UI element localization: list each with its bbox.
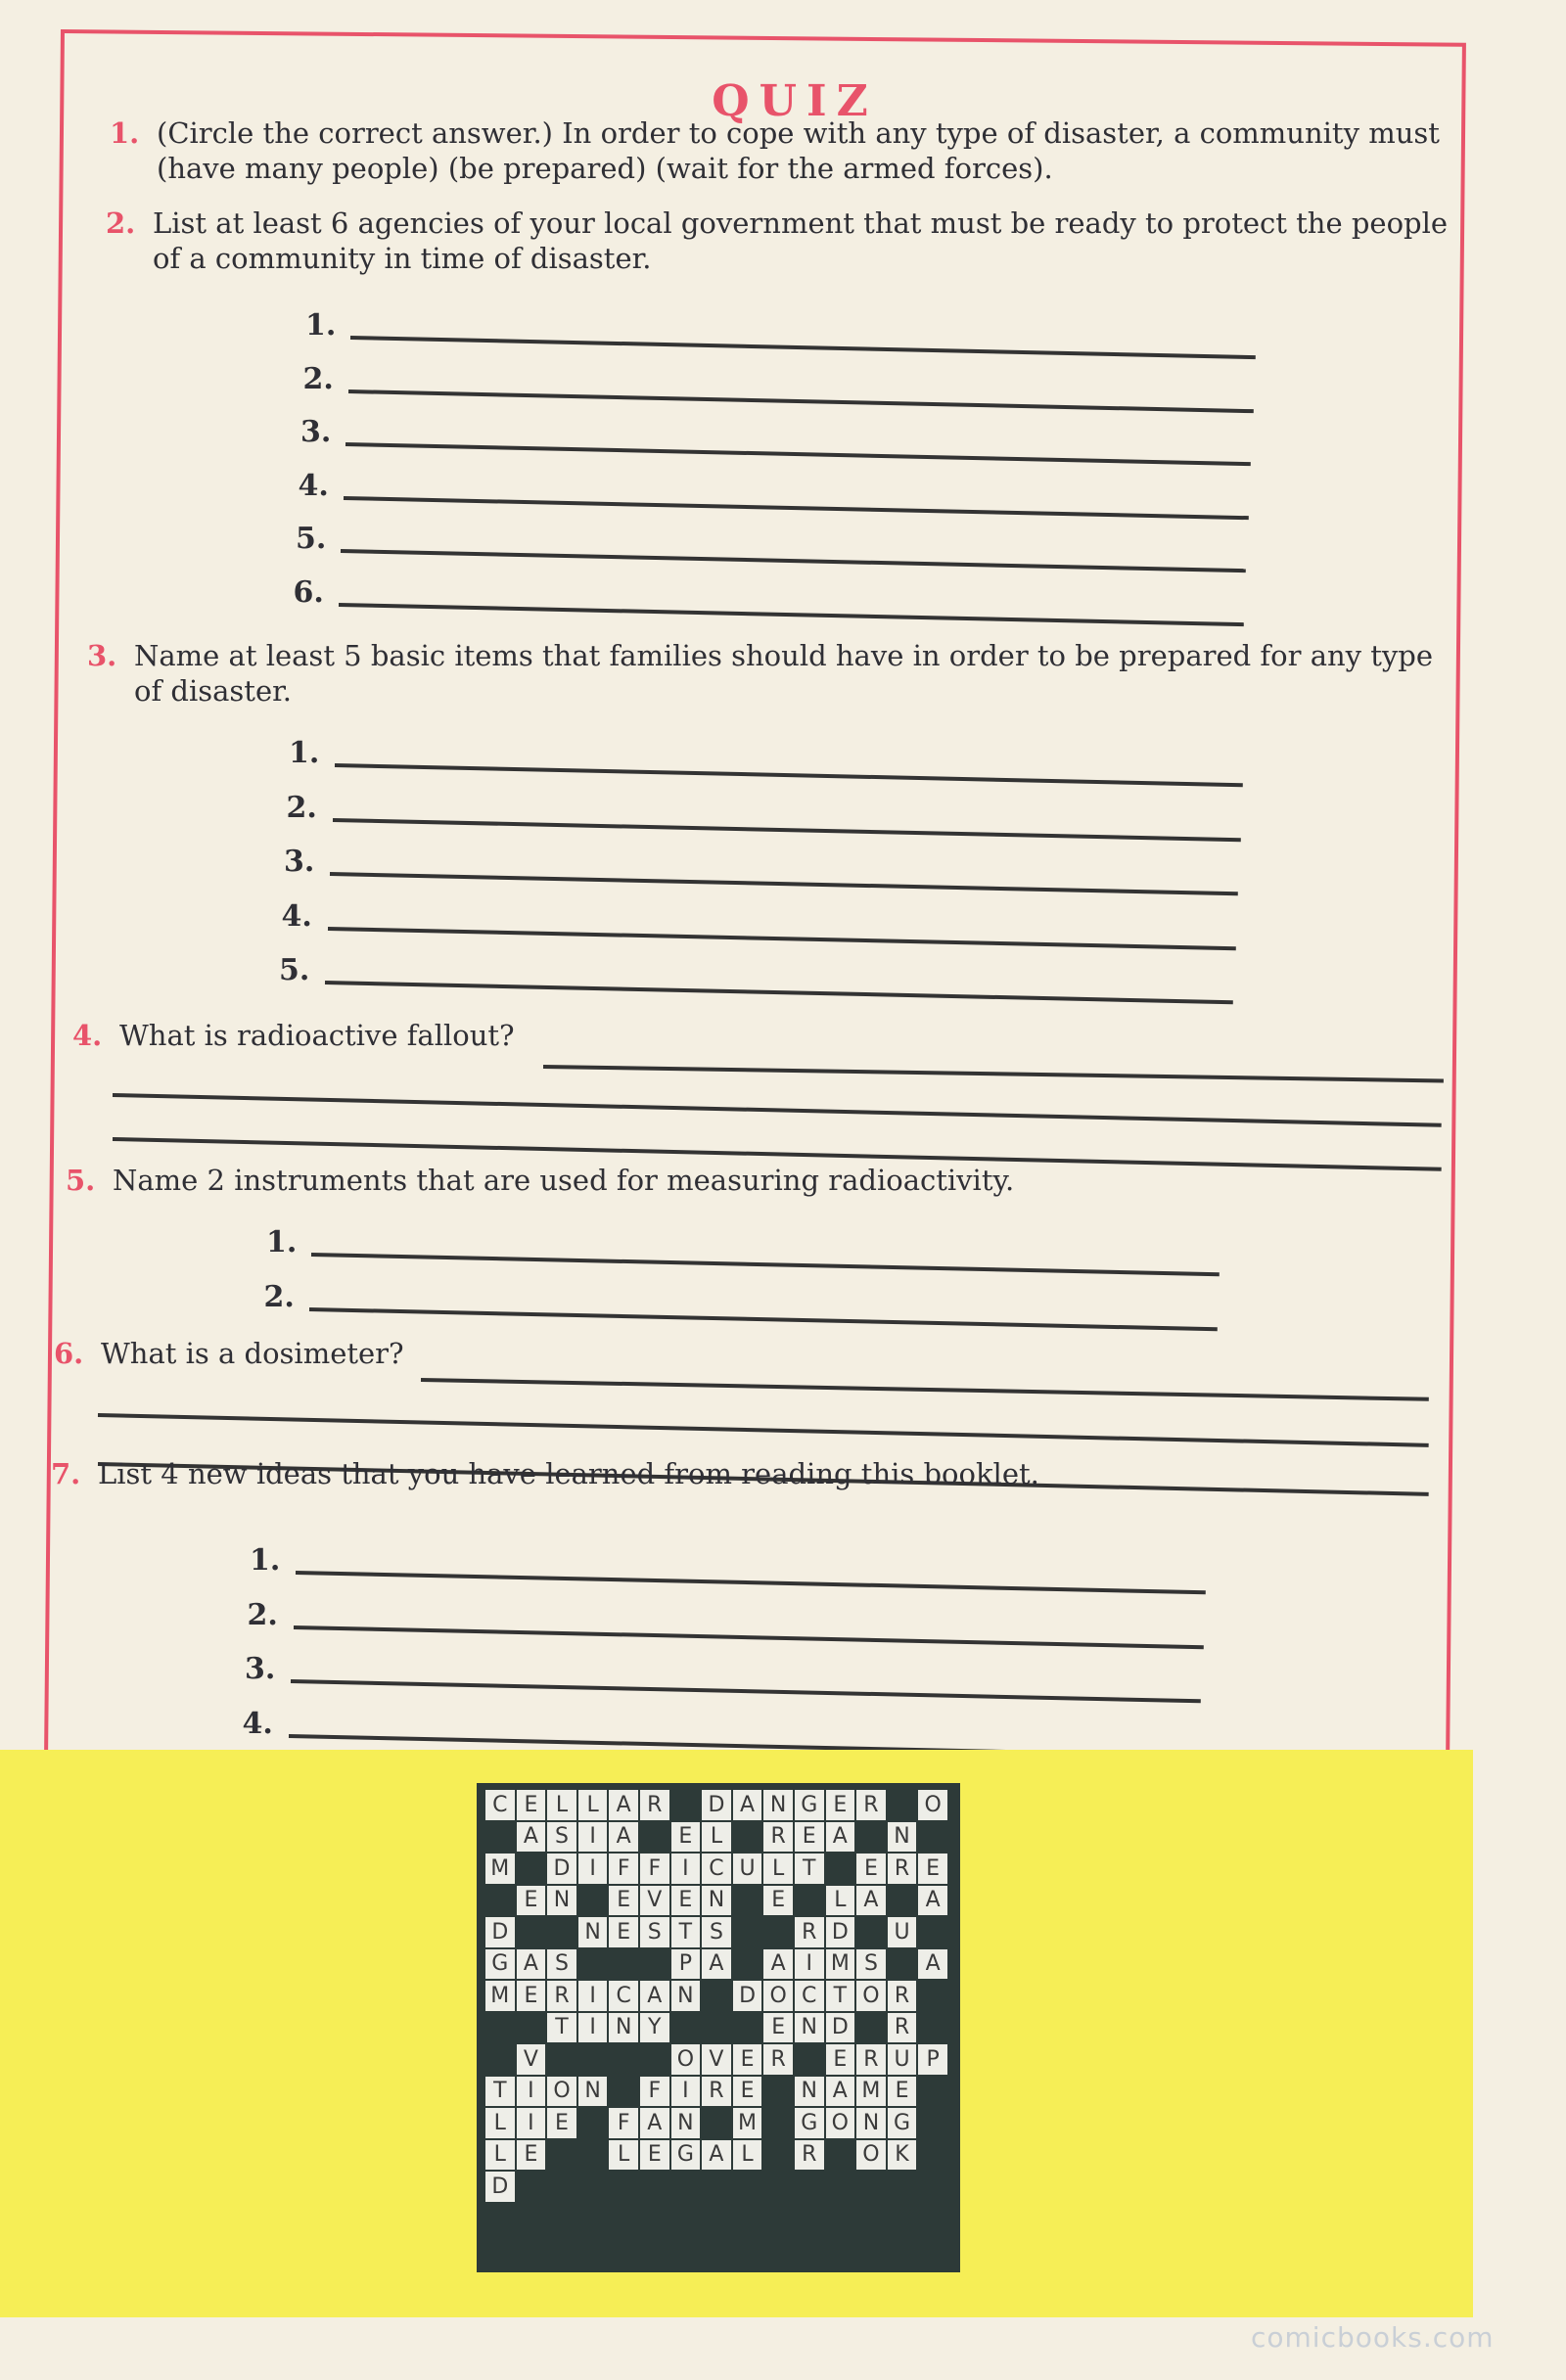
answer-item-3 xyxy=(300,415,340,449)
crossword-cell: M xyxy=(484,1853,516,1885)
crossword-cell: E xyxy=(670,1821,702,1854)
crossword-cell: N xyxy=(794,2012,825,2044)
crossword-cell: E xyxy=(825,1789,856,1821)
crossword-cell: E xyxy=(516,1980,547,2012)
crossword-answer-key xyxy=(477,1783,960,2272)
answer-item-4 xyxy=(282,899,321,934)
crossword-cell: I xyxy=(577,1821,609,1854)
crossword-black-cell xyxy=(917,2107,948,2139)
crossword-cell: I xyxy=(670,1853,702,1885)
crossword-cell: E xyxy=(516,1885,547,1917)
crossword-cell: T xyxy=(794,1853,825,1885)
crossword-cell: K xyxy=(887,2139,918,2172)
crossword-cell: F xyxy=(608,1853,639,1885)
crossword-cell: I xyxy=(577,1853,609,1885)
crossword-cell: F xyxy=(639,2076,670,2108)
crossword-cell: N xyxy=(670,2107,702,2139)
crossword-cell: S xyxy=(701,1916,732,1948)
question-text: What is a dosimeter? xyxy=(101,1337,404,1370)
crossword-black-cell xyxy=(484,1821,516,1854)
crossword-cell: S xyxy=(546,1948,577,1981)
crossword-cell: L xyxy=(608,2139,639,2172)
question-number: 6. xyxy=(54,1337,84,1370)
crossword-black-cell xyxy=(762,2107,794,2139)
crossword-cell: N xyxy=(608,2012,639,2044)
answer-item-number: 5. xyxy=(296,522,327,556)
crossword-grid xyxy=(484,1789,948,2203)
crossword-cell: L xyxy=(484,2107,516,2139)
crossword-cell: V xyxy=(516,2043,547,2076)
crossword-cell: D xyxy=(701,1789,732,1821)
crossword-black-cell xyxy=(762,1916,794,1948)
crossword-cell: I xyxy=(577,2012,609,2044)
crossword-cell: O xyxy=(762,1980,794,2012)
crossword-cell: N xyxy=(577,2076,609,2108)
answer-item-number: 2. xyxy=(302,361,334,396)
answer-item-number: 4. xyxy=(242,1706,273,1741)
crossword-cell: T xyxy=(484,2076,516,2108)
crossword-cell: P xyxy=(917,2043,948,2076)
crossword-cell: L xyxy=(701,1821,732,1854)
crossword-cell: O xyxy=(546,2076,577,2108)
crossword-black-cell xyxy=(917,2012,948,2044)
question-1 xyxy=(110,115,1517,186)
crossword-cell: D xyxy=(732,1980,763,2012)
crossword-cell: G xyxy=(484,1948,516,1981)
question-text: List 4 new ideas that you have learned from reading this booklet. xyxy=(98,1457,1039,1490)
crossword-cell: I xyxy=(516,2107,547,2139)
crossword-cell: N xyxy=(546,1885,577,1917)
crossword-cell: A xyxy=(855,1885,887,1917)
crossword-cell: V xyxy=(701,2043,732,2076)
question-3 xyxy=(87,638,1465,709)
crossword-cell: U xyxy=(887,2043,918,2076)
crossword-cell: R xyxy=(762,2043,794,2076)
crossword-black-cell xyxy=(855,1821,887,1854)
answer-item-5 xyxy=(296,522,335,556)
question-number: 4. xyxy=(72,1019,103,1052)
crossword-cell: T xyxy=(670,1916,702,1948)
answer-item-4 xyxy=(243,1707,282,1741)
crossword-cell: A xyxy=(917,1885,948,1917)
answer-item-number: 1. xyxy=(289,736,320,770)
crossword-cell: A xyxy=(701,1948,732,1981)
crossword-cell: A xyxy=(732,1789,763,1821)
crossword-black-cell xyxy=(732,1948,763,1981)
crossword-black-cell xyxy=(917,1821,948,1854)
answer-item-number: 3. xyxy=(245,1652,276,1686)
crossword-cell: L xyxy=(732,2139,763,2172)
question-6 xyxy=(54,1336,512,1371)
crossword-black-cell xyxy=(516,2012,547,2044)
crossword-black-cell xyxy=(825,2139,856,2172)
crossword-cell: R xyxy=(887,2012,918,2044)
crossword-cell: R xyxy=(855,1789,887,1821)
crossword-cell: A xyxy=(762,1948,794,1981)
crossword-cell: G xyxy=(794,1789,825,1821)
crossword-cell: G xyxy=(887,2107,918,2139)
crossword-cell: E xyxy=(546,2107,577,2139)
crossword-cell: R xyxy=(639,1789,670,1821)
crossword-cell: C xyxy=(701,1853,732,1885)
crossword-cell: I xyxy=(794,1948,825,1981)
answer-item-5 xyxy=(279,953,318,987)
answer-item-1 xyxy=(305,308,345,343)
crossword-black-cell xyxy=(917,2139,948,2172)
answer-item-number: 2. xyxy=(247,1597,278,1632)
crossword-cell: G xyxy=(794,2107,825,2139)
crossword-cell: I xyxy=(670,2076,702,2108)
answer-item-number: 5. xyxy=(279,953,310,987)
crossword-cell: O xyxy=(825,2107,856,2139)
crossword-cell: A xyxy=(701,2139,732,2172)
crossword-cell: Y xyxy=(639,2012,670,2044)
answer-item-number: 2. xyxy=(286,790,317,825)
crossword-cell: E xyxy=(608,1885,639,1917)
crossword-cell: A xyxy=(608,1821,639,1854)
crossword-cell: A xyxy=(516,1948,547,1981)
crossword-black-cell xyxy=(917,2076,948,2108)
crossword-cell: E xyxy=(825,2043,856,2076)
crossword-cell: E xyxy=(732,2076,763,2108)
question-text: Name 2 instruments that are used for measuring radioactivity. xyxy=(113,1164,1015,1197)
crossword-cell: C xyxy=(484,1789,516,1821)
crossword-black-cell xyxy=(546,1916,577,1948)
crossword-cell: R xyxy=(794,2139,825,2172)
crossword-black-cell xyxy=(516,1853,547,1885)
question-4 xyxy=(72,1018,707,1053)
crossword-cell: R xyxy=(887,1853,918,1885)
crossword-cell: E xyxy=(917,1853,948,1885)
answer-item-1 xyxy=(250,1543,289,1578)
crossword-cell: N xyxy=(887,1821,918,1854)
crossword-black-cell xyxy=(732,1821,763,1854)
crossword-black-cell xyxy=(794,1885,825,1917)
crossword-black-cell xyxy=(516,2171,547,2203)
quiz-title: QUIZ xyxy=(712,76,878,126)
answer-item-number: 4. xyxy=(298,468,329,503)
crossword-black-cell xyxy=(484,2012,516,2044)
crossword-cell: R xyxy=(701,2076,732,2108)
question-text: (Circle the correct answer.) In order to cope with any type of disaster, a community must (have many people) (be prepared) (wait for the armed forces). xyxy=(157,116,1440,185)
crossword-cell: O xyxy=(670,2043,702,2076)
crossword-black-cell xyxy=(484,2043,516,2076)
crossword-cell: T xyxy=(546,2012,577,2044)
question-7 xyxy=(51,1456,1370,1491)
crossword-black-cell xyxy=(917,1980,948,2012)
crossword-black-cell xyxy=(887,1948,918,1981)
crossword-black-cell xyxy=(855,1916,887,1948)
answer-item-number: 3. xyxy=(284,845,315,879)
crossword-cell: S xyxy=(639,1916,670,1948)
crossword-cell: E xyxy=(732,2043,763,2076)
crossword-black-cell xyxy=(639,1948,670,1981)
crossword-cell: O xyxy=(917,1789,948,1821)
crossword-cell: U xyxy=(732,1853,763,1885)
crossword-cell: E xyxy=(887,2076,918,2108)
answer-item-2 xyxy=(248,1598,287,1632)
crossword-cell: A xyxy=(639,2107,670,2139)
crossword-cell: N xyxy=(762,1789,794,1821)
question-number: 2. xyxy=(106,206,136,240)
crossword-cell: M xyxy=(825,1948,856,1981)
crossword-cell: N xyxy=(794,2076,825,2108)
answer-item-2 xyxy=(264,1280,303,1314)
crossword-cell: R xyxy=(762,1821,794,1854)
crossword-cell: N xyxy=(855,2107,887,2139)
crossword-black-cell xyxy=(701,2107,732,2139)
crossword-black-cell xyxy=(917,1916,948,1948)
crossword-cell: M xyxy=(484,1980,516,2012)
crossword-black-cell xyxy=(516,1916,547,1948)
crossword-cell: P xyxy=(670,1948,702,1981)
crossword-cell: R xyxy=(887,1980,918,2012)
question-2 xyxy=(106,206,1484,276)
crossword-black-cell xyxy=(762,2139,794,2172)
crossword-cell: E xyxy=(855,1853,887,1885)
crossword-black-cell xyxy=(577,2043,609,2076)
crossword-cell: R xyxy=(794,1916,825,1948)
crossword-black-cell xyxy=(577,2139,609,2172)
crossword-black-cell xyxy=(887,1789,918,1821)
question-text: What is radioactive fallout? xyxy=(119,1019,515,1052)
crossword-black-cell xyxy=(887,1885,918,1917)
crossword-cell: M xyxy=(855,2076,887,2108)
crossword-cell: A xyxy=(516,1821,547,1854)
question-number: 3. xyxy=(87,639,117,672)
answer-item-1 xyxy=(266,1225,305,1259)
crossword-cell: S xyxy=(855,1948,887,1981)
crossword-cell: C xyxy=(608,1980,639,2012)
crossword-black-cell xyxy=(670,2012,702,2044)
crossword-black-cell xyxy=(762,2076,794,2108)
crossword-cell: D xyxy=(825,1916,856,1948)
crossword-black-cell xyxy=(608,1948,639,1981)
answer-item-number: 4. xyxy=(281,898,312,934)
crossword-black-cell xyxy=(577,1885,609,1917)
question-text: Name at least 5 basic items that families should have in order to be prepared for any type of disaster. xyxy=(134,639,1434,708)
question-5 xyxy=(66,1163,1385,1198)
crossword-cell: N xyxy=(577,1916,609,1948)
crossword-cell: N xyxy=(701,1885,732,1917)
answer-item-number: 1. xyxy=(305,308,337,343)
crossword-cell: E xyxy=(608,1916,639,1948)
answer-item-4 xyxy=(299,469,338,503)
crossword-cell: D xyxy=(825,2012,856,2044)
crossword-black-cell xyxy=(546,2043,577,2076)
crossword-black-cell xyxy=(577,2107,609,2139)
crossword-cell: E xyxy=(794,1821,825,1854)
crossword-black-cell xyxy=(732,1916,763,1948)
crossword-cell: E xyxy=(639,2139,670,2172)
crossword-cell: O xyxy=(855,2139,887,2172)
crossword-cell: F xyxy=(608,2107,639,2139)
crossword-black-cell xyxy=(608,2043,639,2076)
crossword-cell: E xyxy=(762,1885,794,1917)
crossword-black-cell xyxy=(701,1980,732,2012)
crossword-black-cell xyxy=(732,2012,763,2044)
crossword-cell: L xyxy=(762,1853,794,1885)
answer-item-number: 1. xyxy=(250,1543,281,1578)
crossword-black-cell xyxy=(639,2043,670,2076)
answer-item-number: 2. xyxy=(263,1279,295,1314)
crossword-cell: A xyxy=(608,1789,639,1821)
answer-item-6 xyxy=(294,575,333,610)
crossword-black-cell xyxy=(794,2043,825,2076)
crossword-cell: L xyxy=(825,1885,856,1917)
crossword-cell: O xyxy=(855,1980,887,2012)
crossword-cell: A xyxy=(639,1980,670,2012)
answer-item-2 xyxy=(287,791,326,825)
crossword-black-cell xyxy=(484,1885,516,1917)
crossword-cell: C xyxy=(794,1980,825,2012)
crossword-cell: A xyxy=(917,1948,948,1981)
question-number: 5. xyxy=(66,1164,96,1197)
crossword-black-cell xyxy=(855,2012,887,2044)
crossword-cell: A xyxy=(825,1821,856,1854)
answer-item-number: 1. xyxy=(266,1225,298,1259)
crossword-cell: G xyxy=(670,2139,702,2172)
crossword-cell: R xyxy=(855,2043,887,2076)
crossword-cell: N xyxy=(670,1980,702,2012)
crossword-black-cell xyxy=(825,1853,856,1885)
answer-item-3 xyxy=(284,845,323,879)
crossword-cell: L xyxy=(577,1789,609,1821)
crossword-cell: U xyxy=(887,1916,918,1948)
crossword-black-cell xyxy=(639,1821,670,1854)
crossword-cell: F xyxy=(639,1853,670,1885)
crossword-cell: V xyxy=(639,1885,670,1917)
crossword-black-cell xyxy=(701,2012,732,2044)
crossword-cell: T xyxy=(825,1980,856,2012)
answer-item-number: 3. xyxy=(300,415,332,449)
crossword-cell: L xyxy=(546,1789,577,1821)
crossword-cell: E xyxy=(516,2139,547,2172)
crossword-cell: E xyxy=(670,1885,702,1917)
crossword-cell: L xyxy=(484,2139,516,2172)
crossword-cell: D xyxy=(484,2171,516,2203)
answer-item-number: 6. xyxy=(293,574,324,610)
question-number: 1. xyxy=(110,116,140,150)
question-text: List at least 6 agencies of your local government that must be ready to protect the people of a community in time of disaster. xyxy=(153,206,1449,275)
crossword-black-cell xyxy=(670,1789,702,1821)
crossword-cell: D xyxy=(484,1916,516,1948)
answer-item-2 xyxy=(303,362,343,396)
crossword-black-cell xyxy=(732,1885,763,1917)
crossword-black-cell xyxy=(608,2076,639,2108)
crossword-cell: M xyxy=(732,2107,763,2139)
crossword-cell: E xyxy=(762,2012,794,2044)
crossword-cell: I xyxy=(516,2076,547,2108)
crossword-black-cell xyxy=(546,2139,577,2172)
answer-item-1 xyxy=(289,736,328,770)
watermark: comicbooks.com xyxy=(1251,2321,1495,2354)
answer-item-3 xyxy=(245,1652,284,1686)
question-number: 7. xyxy=(51,1457,81,1490)
crossword-cell: E xyxy=(516,1789,547,1821)
crossword-cell: R xyxy=(546,1980,577,2012)
crossword-black-cell xyxy=(577,1948,609,1981)
crossword-cell: S xyxy=(546,1821,577,1854)
crossword-cell: A xyxy=(825,2076,856,2108)
crossword-cell: I xyxy=(577,1980,609,2012)
crossword-cell: D xyxy=(546,1853,577,1885)
